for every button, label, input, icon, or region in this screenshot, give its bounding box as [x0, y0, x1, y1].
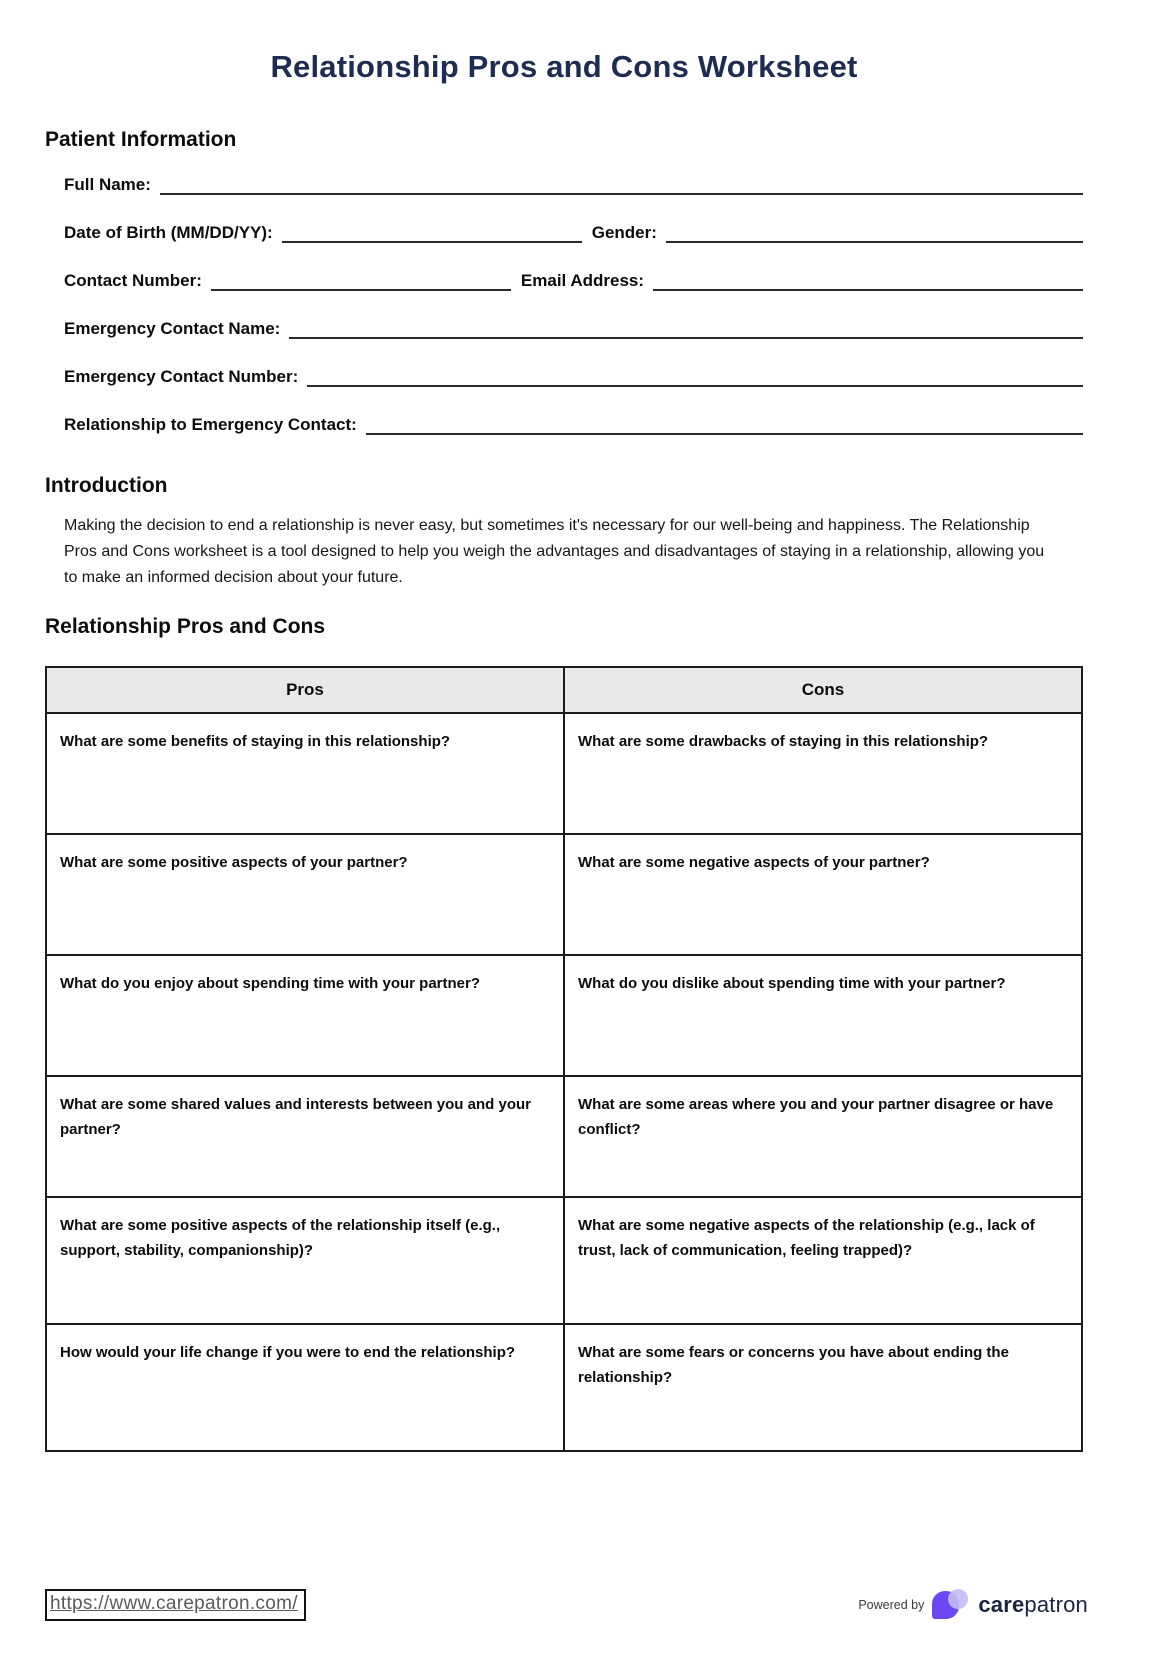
pros-cell-6	[46, 1324, 564, 1451]
dob-gender-row	[64, 221, 1083, 243]
cons-answer-area-4[interactable]	[578, 1142, 1065, 1204]
pros-question-6: How would your life change if you were to end the relationship?	[60, 1344, 516, 1361]
email-address-field[interactable]	[653, 275, 1083, 291]
gender-field[interactable]	[666, 227, 1083, 243]
pros-answer-area-6[interactable]	[60, 1365, 547, 1431]
emergency-contact-number-label: Emergency Contact Number:	[64, 367, 299, 386]
pros-answer-area-1[interactable]	[60, 754, 547, 816]
cons-question-5: What are some negative aspects of the relationship (e.g., lack of trust, lack of communication, feeling trapped)?	[578, 1217, 1035, 1259]
patient-information-heading: Patient Information	[45, 128, 237, 151]
cons-answer-area-3[interactable]	[578, 996, 1065, 1058]
pros-cell-3	[46, 955, 564, 1076]
pros-cons-table	[45, 666, 1083, 1452]
table-row	[46, 713, 1082, 834]
cons-cell-2	[564, 834, 1082, 955]
introduction-section	[45, 473, 1083, 591]
emergency-contact-number-field[interactable]	[307, 371, 1083, 387]
cons-cell-6	[564, 1324, 1082, 1451]
date-of-birth-label: Date of Birth (MM/DD/YY):	[64, 223, 273, 242]
emergency-contact-name-label: Emergency Contact Name:	[64, 319, 281, 338]
relationship-emergency-contact-label: Relationship to Emergency Contact:	[64, 415, 357, 434]
cons-cell-5	[564, 1197, 1082, 1324]
pros-answer-area-3[interactable]	[60, 996, 547, 1058]
cons-answer-area-6[interactable]	[578, 1390, 1065, 1456]
cons-answer-area-1[interactable]	[578, 754, 1065, 816]
pros-cons-section	[45, 614, 1083, 1452]
cons-question-3: What do you dislike about spending time with your partner?	[578, 975, 1006, 992]
pros-cell-4	[46, 1076, 564, 1197]
carepatron-wordmark	[978, 1592, 1088, 1618]
full-name-field[interactable]	[160, 179, 1083, 195]
cons-column-header: Cons	[564, 667, 1082, 713]
pros-answer-area-2[interactable]	[60, 875, 547, 937]
logo-dot-shape	[948, 1589, 968, 1609]
full-name-label: Full Name:	[64, 175, 151, 194]
cons-question-4: What are some areas where you and your partner disagree or have conflict?	[578, 1096, 1054, 1138]
pros-answer-area-4[interactable]	[60, 1142, 547, 1204]
pros-question-1: What are some benefits of staying in this relationship?	[60, 733, 451, 750]
cons-question-1: What are some drawbacks of staying in this relationship?	[578, 733, 989, 750]
pros-question-2: What are some positive aspects of your partner?	[60, 854, 408, 871]
table-row	[46, 1197, 1082, 1324]
table-header-row	[46, 667, 1082, 713]
cons-question-6: What are some fears or concerns you have about ending the relationship?	[578, 1344, 1009, 1386]
pros-question-4: What are some shared values and interests between you and your partner?	[60, 1096, 531, 1138]
pros-cell-5	[46, 1197, 564, 1324]
emergency-contact-name-field[interactable]	[289, 323, 1083, 339]
gender-label: Gender:	[591, 223, 657, 242]
pros-question-3: What do you enjoy about spending time with your partner?	[60, 975, 481, 992]
contact-number-field[interactable]	[211, 275, 511, 291]
pros-column-header: Pros	[46, 667, 564, 713]
cons-cell-3	[564, 955, 1082, 1076]
email-address-label: Email Address:	[520, 271, 645, 290]
date-of-birth-field[interactable]	[282, 227, 582, 243]
relationship-emergency-contact-row	[64, 413, 1083, 435]
pros-cell-1	[46, 713, 564, 834]
table-row	[46, 955, 1082, 1076]
emergency-contact-name-row	[64, 317, 1083, 339]
pros-answer-area-5[interactable]	[60, 1263, 547, 1329]
contact-email-row	[64, 269, 1083, 291]
page-footer	[45, 1589, 1088, 1621]
worksheet-page	[45, 48, 1083, 1452]
full-name-row	[64, 173, 1083, 195]
cons-question-2: What are some negative aspects of your partner?	[578, 854, 930, 871]
carepatron-logo-icon	[932, 1589, 970, 1621]
table-row	[46, 1076, 1082, 1197]
pros-cell-2	[46, 834, 564, 955]
table-row	[46, 1324, 1082, 1451]
table-row	[46, 834, 1082, 955]
cons-answer-area-5[interactable]	[578, 1263, 1065, 1329]
cons-answer-area-2[interactable]	[578, 875, 1065, 937]
contact-number-label: Contact Number:	[64, 271, 202, 290]
patient-information-section	[45, 127, 1083, 435]
cons-cell-1	[564, 713, 1082, 834]
introduction-text: Making the decision to end a relationship is never easy, but sometimes it's necessary for our well-being and happiness. The Relationship Pros and Cons worksheet is a tool designed to help you weigh the advantages and disadvantages of staying in a relationship, allowing you to make an informed decision about your future.	[64, 517, 1045, 586]
introduction-heading: Introduction	[45, 474, 168, 497]
relationship-emergency-contact-field[interactable]	[366, 419, 1083, 435]
emergency-contact-number-row	[64, 365, 1083, 387]
wordmark-care: care	[978, 1592, 1025, 1617]
page-title: Relationship Pros and Cons Worksheet	[270, 49, 858, 84]
powered-by-group	[858, 1589, 1088, 1621]
pros-cons-heading: Relationship Pros and Cons	[45, 615, 326, 638]
powered-by-label: Powered by	[858, 1598, 925, 1612]
wordmark-patron: patron	[1024, 1592, 1088, 1617]
pros-question-5: What are some positive aspects of the relationship itself (e.g., support, stability, companionship)?	[60, 1217, 501, 1259]
carepatron-link[interactable]: https://www.carepatron.com/	[45, 1589, 306, 1621]
patient-information-fields	[45, 173, 1083, 435]
cons-cell-4	[564, 1076, 1082, 1197]
